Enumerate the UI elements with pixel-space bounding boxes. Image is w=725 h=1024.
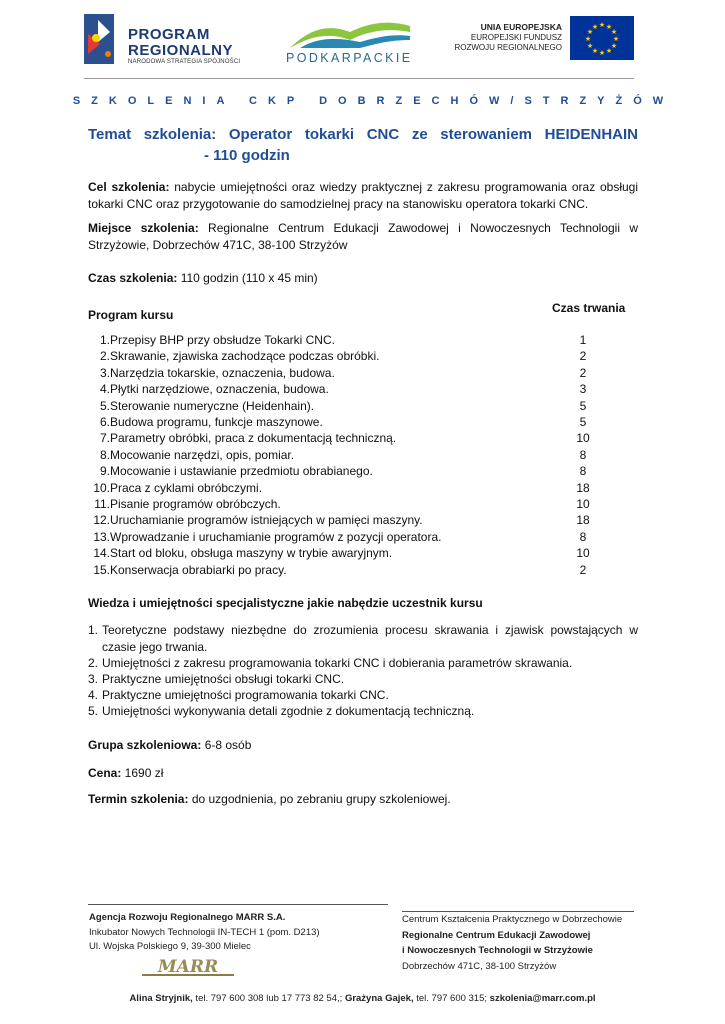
course-row [88, 530, 598, 546]
term-paragraph [88, 791, 638, 808]
course-row [88, 563, 598, 579]
course-row [88, 366, 598, 382]
svg-text:★: ★ [610, 28, 618, 36]
course-row-number: 11. [94, 497, 110, 511]
course-row [88, 448, 598, 464]
marr-logo [142, 956, 234, 978]
skill-item-number: 1. [88, 623, 99, 637]
course-row-hours: 5 [579, 398, 587, 413]
footer-right-line3: i Nowoczesnych Technologii w Strzyżowie [402, 945, 593, 956]
course-row-hours: 5 [579, 415, 587, 429]
footer-left-line2: Inkubator Nowych Technologii IN-TECH 1 (pom. D213) [89, 927, 320, 938]
skills-header: Wiedza i umiejętności specjalistyczne jakie nabędzie uczestnik kursu [88, 596, 483, 610]
course-row-hours: 8 [579, 447, 587, 462]
course-row-hours: 18 [576, 513, 590, 528]
course-row-hours: 8 [579, 529, 587, 544]
price-text: 1690 zł [121, 766, 164, 780]
course-row-hours: 2 [579, 562, 587, 577]
footer-left-line1: Agencja Rozwoju Regionalnego MARR S.A. [89, 912, 286, 923]
goal-label: Cel szkolenia: [88, 180, 170, 194]
course-row [88, 481, 598, 497]
skill-item [88, 622, 638, 655]
skill-item-text: Umiejętności z zakresu programowania tokarki CNC i dobierania parametrów skrawania. [102, 656, 573, 670]
course-row-hours: 2 [579, 349, 587, 364]
svg-text:★: ★ [610, 42, 618, 50]
price-label: Cena: [88, 766, 122, 780]
course-row-hours: 10 [576, 431, 590, 446]
skill-item [88, 703, 638, 720]
svg-text:★: ★ [605, 47, 613, 55]
contact-tel-1: tel. 797 600 308 lub 17 773 82 54,; [192, 993, 345, 1004]
skill-item [88, 687, 638, 704]
course-row-hours: 1 [579, 333, 587, 347]
course-row-number: 13. [93, 529, 110, 544]
group-paragraph [88, 737, 638, 754]
course-row-hours: 10 [576, 497, 590, 511]
course-row-number: 1. [99, 333, 110, 347]
course-row [88, 415, 598, 431]
course-row-topic: Uruchamianie programów istniejących w pamięci maszyny. [110, 513, 423, 528]
place-paragraph [88, 220, 638, 253]
course-row-topic: Praca z cyklami obróbczymi. [110, 480, 263, 495]
footer-contact [0, 993, 725, 1004]
course-program-header: Program kursu [88, 308, 174, 322]
svg-text:★: ★ [591, 47, 599, 55]
footer-right-line4: Dobrzechów 471C, 38-100 Strzyżów [402, 961, 557, 972]
course-row-number: 2. [99, 349, 110, 364]
course-row-topic: Narzędzia tokarskie, oznaczenia, budowa. [110, 365, 335, 380]
svg-text:★: ★ [598, 49, 606, 57]
footer-divider-left [88, 904, 388, 905]
svg-text:★: ★ [584, 35, 592, 43]
header-divider [84, 78, 634, 79]
course-row-number: 15. [93, 562, 110, 577]
footer-right-line2: Regionalne Centrum Edukacji Zawodowej [402, 930, 591, 941]
course-row-number: 12. [93, 513, 110, 528]
course-row [88, 497, 598, 513]
skill-item-number: 3. [88, 672, 99, 686]
course-duration-header: Czas trwania [552, 301, 626, 315]
course-row-topic: Skrawanie, zjawiska zachodzące podczas obróbki. [110, 349, 380, 364]
course-row-topic: Start od bloku, obsługa maszyny w trybie awaryjnym. [110, 546, 393, 561]
course-row-topic: Konserwacja obrabiarki po pracy. [110, 562, 287, 577]
course-row-number: 7. [99, 431, 110, 446]
footer-right-line1: Centrum Kształcenia Praktycznego w Dobrzechowie [402, 914, 623, 925]
program-logo-line1: PROGRAM [128, 26, 210, 43]
term-text: do uzgodnienia, po zebraniu grupy szkoleniowej. [188, 792, 451, 806]
skill-item-number: 4. [88, 688, 99, 702]
skill-item-number: 5. [88, 704, 99, 718]
eu-text-line3: ROZWOJU REGIONALNEGO [454, 43, 562, 52]
svg-text:★: ★ [586, 28, 594, 36]
course-row-number: 4. [99, 382, 110, 397]
course-row [88, 546, 598, 562]
course-row-topic: Mocowanie narzędzi, opis, pomiar. [110, 447, 295, 462]
footer-left-line3: Ul. Wojska Polskiego 9, 39-300 Mielec [89, 941, 251, 952]
course-row-number: 14. [93, 546, 110, 561]
skill-item-text: Teoretyczne podstawy niezbędne do zrozumienia procesu skrawania i zjawisk powstających w czasie jego trwania. [102, 623, 638, 654]
marr-logo-text: MARR [157, 957, 219, 977]
goal-paragraph [88, 179, 638, 212]
svg-text:★: ★ [586, 42, 594, 50]
eu-text-line2: EUROPEJSKI FUNDUSZ [470, 33, 562, 42]
course-row-hours: 8 [579, 464, 587, 479]
course-row-number: 8. [99, 447, 110, 462]
duration-label: Czas szkolenia: [88, 271, 178, 285]
program-logo-line2: REGIONALNY [128, 42, 234, 59]
course-row-number: 6. [99, 415, 110, 429]
course-row-topic: Pisanie programów obróbczych. [110, 497, 281, 511]
svg-text:★: ★ [612, 35, 620, 43]
course-row-topic: Wprowadzanie i uruchamianie programów z pozycji operatora. [110, 529, 442, 544]
skill-item [88, 655, 638, 672]
svg-text:★: ★ [598, 21, 606, 29]
page-title: Temat szkolenia: Operator tokarki CNC ze sterowaniem HEIDENHAIN [88, 126, 638, 143]
place-text: Regionalne Centrum Edukacji Zawodowej i Nowoczesnych Technologii w Strzyżowie, Dobrzechów 471C, 38-100 Strzyżów [88, 221, 639, 252]
svg-text:★: ★ [605, 23, 613, 31]
skill-item [88, 671, 638, 688]
term-label: Termin szkolenia: [88, 792, 189, 806]
skill-item-text: Umiejętności wykonywania detali zgodnie z dokumentacją techniczną. [102, 704, 475, 718]
course-row-hours: 3 [579, 382, 587, 397]
course-row-hours: 10 [576, 546, 590, 561]
subtitle: SZKOLENIA CKP DOBRZECHÓW/STRZYŻÓW [72, 95, 675, 107]
skill-item-number: 2. [88, 656, 99, 670]
page-title-line2: - 110 godzin [204, 147, 290, 164]
course-row-number: 5. [99, 398, 110, 413]
skill-item-text: Praktyczne umiejętności obsługi tokarki CNC. [102, 672, 345, 686]
duration-text: 110 godzin (110 x 45 min) [177, 271, 318, 285]
svg-text:★: ★ [591, 23, 599, 31]
course-row [88, 399, 598, 415]
course-row [88, 431, 598, 447]
course-row [88, 333, 598, 349]
course-row [88, 513, 598, 529]
course-row-hours: 18 [576, 480, 590, 495]
goal-text: nabycie umiejętności oraz wiedzy praktycznej z zakresu programowania oraz obsługi tokarki CNC oraz przygotowanie do samodzielnej pracy na stanowisku operatora tokarki CNC. [88, 180, 638, 211]
eu-text-line1: UNIA EUROPEJSKA [480, 22, 562, 32]
podkarpackie-logo [290, 18, 410, 50]
group-text: 6-8 osób [201, 738, 252, 752]
course-row [88, 349, 598, 365]
duration-paragraph [88, 270, 638, 287]
course-row [88, 382, 598, 398]
place-label: Miejsce szkolenia: [88, 221, 199, 235]
course-row [88, 464, 598, 480]
contact-tel-2: tel. 797 600 315; [413, 993, 490, 1004]
course-row-topic: Parametry obróbki, praca z dokumentacją techniczną. [110, 431, 397, 446]
group-label: Grupa szkoleniowa: [88, 738, 202, 752]
course-row-number: 3. [99, 365, 110, 380]
price-paragraph [88, 765, 638, 782]
contact-name-1: Alina Stryjnik, [129, 993, 193, 1004]
contact-email[interactable]: szkolenia@marr.com.pl [489, 993, 596, 1004]
program-logo-line3: NARODOWA STRATEGIA SPÓJNOŚCI [128, 59, 241, 65]
course-row-topic: Sterowanie numeryczne (Heidenhain). [110, 398, 315, 413]
course-row-topic: Budowa programu, funkcje maszynowe. [110, 415, 323, 429]
course-row-topic: Płytki narzędziowe, oznaczenia, budowa. [110, 382, 329, 397]
course-row-topic: Mocowanie i ustawianie przedmiotu obrabianego. [110, 464, 373, 479]
eu-flag-icon [570, 16, 634, 60]
course-row-hours: 2 [579, 365, 587, 380]
footer-divider-right [402, 911, 634, 912]
contact-name-2: Grażyna Gajek, [344, 993, 414, 1004]
podkarpackie-text: PODKARPACKIE [286, 51, 413, 65]
course-row-number: 10. [93, 480, 110, 495]
course-row-topic: Przepisy BHP przy obsłudze Tokarki CNC. [110, 333, 335, 347]
skill-item-text: Praktyczne umiejętności programowania tokarki CNC. [102, 688, 389, 702]
program-regionalny-logo [84, 14, 124, 64]
course-row-number: 9. [99, 464, 110, 479]
